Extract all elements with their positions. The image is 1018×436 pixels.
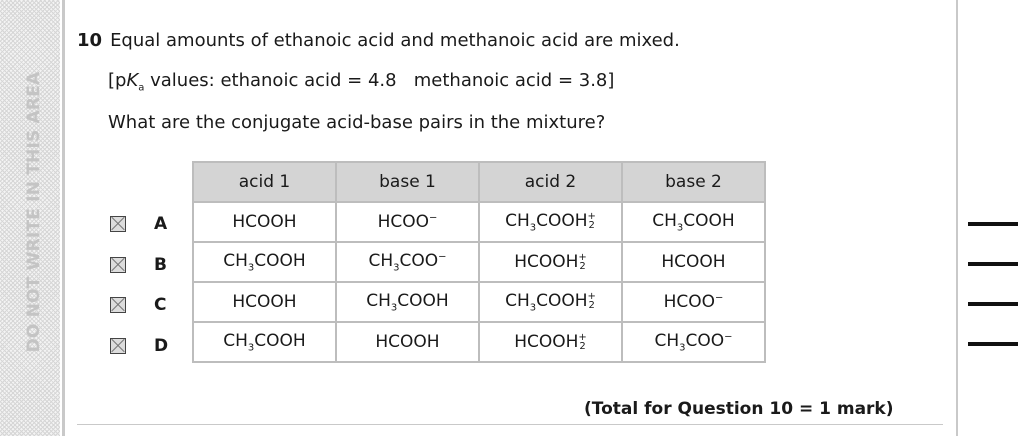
left-margin-line (62, 0, 65, 436)
formula-superscript: + (578, 252, 587, 263)
formula-subscript: 3 (247, 342, 255, 354)
formula-part: CH (505, 290, 530, 311)
table-cell (479, 322, 622, 362)
formula-part: COOH (254, 250, 306, 271)
formula-part: COOH (536, 290, 588, 311)
table-cell (336, 202, 479, 242)
table-row (193, 202, 765, 242)
option-letter: C (154, 295, 167, 315)
pka-subscript: a (138, 82, 145, 94)
table-cell (622, 202, 765, 242)
formula-subscript: 2 (588, 219, 595, 231)
table-row (193, 282, 765, 322)
table-cell (193, 242, 336, 282)
option-letter: D (154, 336, 169, 356)
formula-charge (578, 253, 586, 271)
formula-part: COOH (397, 290, 449, 311)
question-stem (77, 30, 680, 51)
formula-superscript: − (438, 251, 447, 263)
question-prompt: What are the conjugate acid-base pairs in the mixture? (108, 112, 606, 133)
question-number: 10 (77, 30, 103, 51)
formula-part: CH (652, 210, 677, 231)
answer-checkbox[interactable] (110, 297, 126, 313)
header-cell: base 1 (336, 162, 479, 202)
do-not-write-margin (0, 0, 60, 436)
formula-charge (588, 292, 596, 310)
table-cell (336, 242, 479, 282)
formula-subscript: 2 (588, 299, 595, 311)
table-cell (193, 282, 336, 322)
answer-option-d[interactable] (110, 326, 168, 366)
option-letter: B (154, 255, 167, 275)
header-cell: base 2 (622, 162, 765, 202)
bottom-rule (77, 424, 943, 425)
table-cell (479, 242, 622, 282)
answer-option-a[interactable] (110, 204, 167, 244)
table-cell (193, 322, 336, 362)
formula-part: CH (654, 330, 680, 351)
formula-part: CH (505, 210, 530, 231)
formula-superscript: + (587, 290, 596, 302)
table-cell (193, 202, 336, 242)
formula-subscript: 3 (676, 222, 684, 234)
formula-subscript: 3 (247, 262, 255, 274)
formula-part: COOH (536, 210, 588, 231)
formula-subscript: 2 (579, 341, 586, 352)
formula-part: HCOO (377, 212, 430, 232)
formula-subscript: 3 (679, 342, 686, 354)
table-cell (479, 282, 622, 322)
right-margin-line (956, 0, 958, 436)
formula-superscript: − (715, 292, 724, 304)
formula-superscript: − (429, 212, 438, 224)
formula-part: CH (223, 250, 248, 271)
table-cell (622, 242, 765, 282)
answer-checkbox[interactable] (110, 338, 126, 354)
table-cell (622, 322, 765, 362)
option-letter: A (154, 214, 168, 234)
answer-table (192, 161, 766, 363)
total-marks: (Total for Question 10 = 1 mark) (584, 399, 894, 419)
pka-k: K (126, 70, 139, 91)
formula-part: HCOOH (661, 252, 726, 272)
formula-part: HCOOH (232, 292, 297, 312)
answer-checkbox[interactable] (110, 216, 126, 232)
answer-mark-bar (968, 302, 1018, 306)
formula-part: CH (366, 290, 391, 311)
formula-superscript: + (587, 210, 596, 222)
formula-part: HCOOH (514, 332, 579, 352)
formula-superscript: + (578, 332, 587, 343)
table-row (193, 242, 765, 282)
table-cell (622, 282, 765, 322)
formula-part: COOH (254, 330, 306, 351)
answer-option-b[interactable] (110, 245, 167, 285)
formula-superscript: − (724, 331, 733, 343)
formula-subscript: 3 (393, 262, 400, 274)
formula-charge (578, 333, 586, 351)
formula-subscript: 3 (390, 302, 398, 314)
table-cell (479, 202, 622, 242)
answer-mark-bar (968, 222, 1018, 226)
header-cell: acid 1 (193, 162, 336, 202)
margin-warning-text: DO NOT WRITE IN THIS AREA (24, 71, 44, 353)
formula-part: HCOO (663, 292, 716, 312)
formula-part: HCOOH (232, 212, 297, 232)
formula-charge (588, 212, 596, 230)
formula-part: HCOOH (375, 332, 440, 352)
formula-subscript: 3 (529, 222, 537, 234)
formula-part: HCOOH (514, 252, 579, 272)
table-cell (336, 282, 479, 322)
formula-subscript: 2 (579, 261, 586, 272)
formula-part: COO (399, 250, 439, 271)
pka-values-line (108, 70, 614, 94)
answer-checkbox[interactable] (110, 257, 126, 273)
formula-part: CH (223, 330, 248, 351)
formula-part: CH (368, 250, 394, 271)
formula-part: COOH (683, 210, 735, 231)
table-header-row (193, 162, 765, 202)
pka-rest: values: ethanoic acid = 4.8 methanoic acid = 3.8] (144, 70, 615, 91)
formula-subscript: 3 (529, 302, 537, 314)
answer-option-c[interactable] (110, 285, 166, 325)
question-stem-text: Equal amounts of ethanoic acid and methanoic acid are mixed. (110, 30, 680, 51)
answer-mark-bar (968, 262, 1018, 266)
formula-part: COO (685, 330, 725, 351)
table-cell (336, 322, 479, 362)
header-cell: acid 2 (479, 162, 622, 202)
answer-mark-bar (968, 342, 1018, 346)
table-row (193, 322, 765, 362)
pka-open: [p (108, 70, 127, 91)
